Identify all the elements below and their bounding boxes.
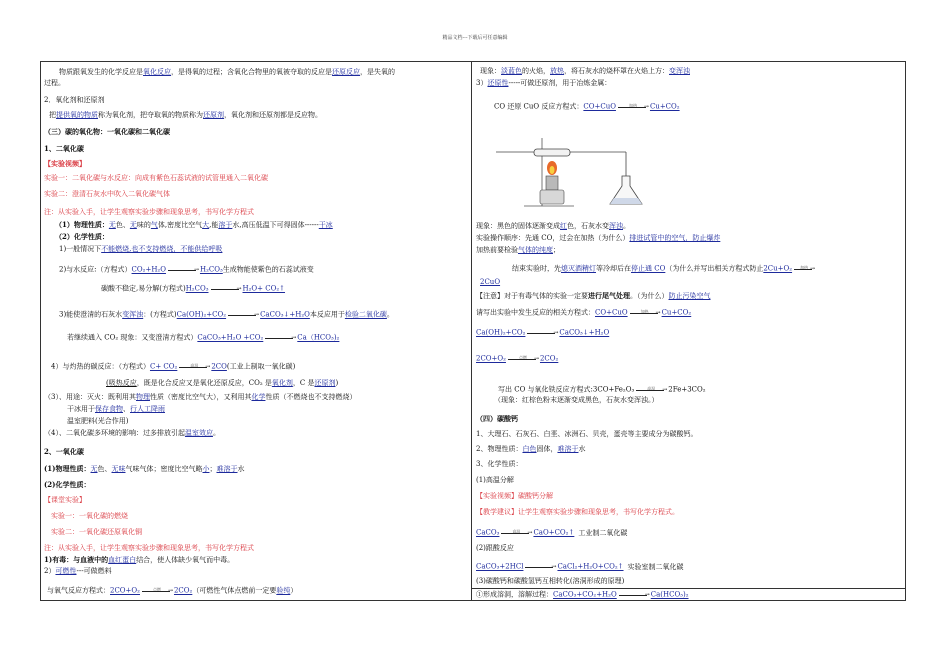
page-header: 精品文档---下载后可任意编辑 xyxy=(442,35,508,41)
hot-carbon-reaction: 4）与灼热的碳反应：（方程式）C+ CO₂ 高温 → 2CO(工业上制取一氧化碳) xyxy=(51,362,296,371)
co2-chemical-properties: （2）化学性质： xyxy=(55,232,109,241)
co2-physical-properties: （1）物理性质：无色、无味的气体,密度比空气大,能溶于水,高压低温下可得固体------干冰 xyxy=(55,220,333,229)
video-caco3: 【实验视频】碳酸钙分解 xyxy=(476,492,553,500)
experiment-one: 实验一：二氧化碳与水反应：向成有紫色石蕊试液的试管里通入二氧化碳 xyxy=(44,174,268,182)
class-experiment-label: 【课堂实验】 xyxy=(44,496,86,504)
experiment-two: 实验二：澄清石灰水中吹入二氧化碳气体 xyxy=(44,190,170,198)
experiment-video-label: 【实验视频】 xyxy=(44,159,86,168)
note-observe: 注：从实验入手，让学生观察实验步骤和现象思考，书写化学方程式 xyxy=(44,208,254,216)
line-oxidant-def: 把提供氧的物质称为氧化剂，把夺取氧的物质称为还原剂，氧化剂和还原剂都是反应物。 xyxy=(49,111,322,119)
co-oxygen-reaction: 与氧气反应方程式：2CO+O₂ 点燃 → 2CO₂（可燃性气体点燃前一定要验纯） xyxy=(47,586,298,595)
reaction-arrow: → xyxy=(617,590,651,599)
reaction-arrow-heat: 加热 → xyxy=(628,308,662,317)
caco3-chemical: 3、化学性质： xyxy=(476,460,523,468)
reaction-arrow: → xyxy=(226,310,260,319)
section-calcium-carbonate: （四）碳酸钙 xyxy=(476,414,518,423)
continued-co2: 若继续通入 CO₂ 现象：又变澄清方程式）CaCO₃+H₂O +CO₂ → Ca（HCO₃)₂ xyxy=(67,333,340,342)
note-observe-co: 注：从实验入手，让学生观察实验步骤和现象思考，书写化学方程式 xyxy=(44,544,254,552)
reaction-arrow-high-temp: 高温 → xyxy=(177,362,211,371)
limewater-flask xyxy=(610,176,642,204)
reaction-arrow: → xyxy=(263,333,297,342)
caco3-hcl-equation: CaCO₃+2HCl → CaCl₂+H₂O+CO₂↑ 实验室制二氧化碳 xyxy=(476,562,684,571)
end-experiment: 结束实验时，先熄灭酒精灯等冷却后在停止通 CO（为什么并写出相关方程式防止2Cu+O₂ 加热 → xyxy=(512,264,816,273)
equation-co-combustion: 2CO+O₂ 点燃 → 2CO₂ xyxy=(476,354,559,363)
cave-formation: ①形成溶洞，溶解过程：CaCO₃+CO₂+H₂O → Ca(HCO₃)₂ xyxy=(476,590,689,599)
environment-impact: （4）、二氧化碳多环境的影响：过多排放引起温室效应。 xyxy=(44,429,220,437)
caco3-physical: 2、物理性质：白色固体，难溶于水 xyxy=(476,445,586,453)
reaction-arrow-heat: 加热 → xyxy=(616,102,650,111)
line-process: 过程。 xyxy=(44,79,65,87)
co-experiment-two: 实验二：一氧化碳还原氧化铜 xyxy=(51,528,142,536)
reaction-arrow-heat: 加热 → xyxy=(792,264,816,273)
section-carbon-oxides: （三）碳的氧化物：一氧化碳和二氧化碳 xyxy=(44,127,170,136)
cuo-product: 2CuO xyxy=(480,278,501,286)
reaction-arrow: → xyxy=(166,265,200,274)
co2-non-combustible: 1)一般情况下不能燃烧,也不支持燃烧，不能供给呼吸 xyxy=(59,245,223,253)
co-fe2o3-phenomenon: （现象：红棕色粉末逐渐变成黑色，石灰水变浑浊。） xyxy=(494,396,659,404)
carbonic-acid-decompose: 碳酸不稳定,易分解(方程式)H₂CO₃ → H₂O+ CO₂↑ xyxy=(101,284,286,293)
teaching-suggestion: 【教学建议】让学生观察实验步骤和现象思考，书写化学方程式。 xyxy=(476,508,679,516)
acid-reaction: (2)跟酸反应 xyxy=(476,544,514,552)
reaction-arrow: → xyxy=(209,284,243,293)
co-reducibility: 3）还原性-----可做还原剂，用于冶炼金属： xyxy=(476,79,612,87)
line-oxidation-def: 物质跟氧发生的化学反应是氧化反应，是得氧的过程；含氧化合物里的氧被夺取的反应是还原反应，是失氧的 xyxy=(59,68,395,76)
row-divider xyxy=(472,588,905,589)
purity-check: 加热前要检验气体的纯度； xyxy=(476,246,560,254)
reaction-arrow-ignite: 点燃 → xyxy=(140,586,174,595)
co-physical-properties: (1)物理性质：无色、无味气味气体；密度比空气略小；难溶于水 xyxy=(44,464,245,473)
heading-oxidant-reductant: 2．氧化剂和还原剂 xyxy=(44,96,105,104)
co-toxicity: 1)有毒：与血液中的血红蛋白结合，使人体缺少氧气而中毒。 xyxy=(44,555,235,564)
carbonate-conversion: (3)碳酸钙和碳酸氢钙互相转化(溶洞形成的原理) xyxy=(476,577,625,585)
co-cuo-phenomenon: 现象：黑色的固体逐渐变成红色，石灰水变浑浊。 xyxy=(476,222,630,230)
co2-uses: （3）、用途：灭火：既利用其物理性质（密度比空气大），又利用其化学性质（不燃烧也不支持燃烧） xyxy=(44,393,357,401)
equation-limewater: Ca(OH)₂+CO₂ → CaCO₃↓+H₂O xyxy=(476,328,610,337)
limewater-reaction: 3)能使澄清的石灰水变浑浊：(方程式)Ca(OH)₂+CO₂ → CaCO₃↓+H₂O本反应用于检验二氧化碳。 xyxy=(59,310,394,319)
left-column xyxy=(41,62,472,600)
related-equations-prompt: 请写出实验中发生反应的相关方程式：CO+CuO 加热 → Cu+CO₂ xyxy=(476,308,692,317)
co-flammability: 2）可燃性---可做燃料 xyxy=(44,567,112,575)
reaction-tube xyxy=(496,149,626,184)
heading-co2: 1、二氧化碳 xyxy=(44,144,84,153)
operation-order: 实验操作顺序：先通 CO，过会在加热（为什么）排进试管中的空气，防止爆炸 xyxy=(476,234,721,242)
co-chemical-properties: (2)化学性质： xyxy=(44,480,91,489)
co-cuo-equation: CO 还原 CuO 反应方程式：CO+CuO 加热 → Cu+CO₂ xyxy=(494,102,680,111)
dry-ice-uses: 干冰用于保存食物、行人工降雨 xyxy=(67,405,165,413)
document-frame xyxy=(40,61,906,601)
high-temp-decompose: (1)高温分解 xyxy=(476,476,514,484)
co-experiment-one: 实验一：一氧化碳的燃烧 xyxy=(51,512,128,520)
caco3-sources: 1、大理石、石灰石、白垩、冰洲石、贝壳，蛋壳等主要成分为碳酸钙。 xyxy=(476,430,698,438)
caco3-decompose-equation: CaCO₃ 高温 → CaO+CO₂↑ 工业制二氧化碳 xyxy=(476,528,628,537)
co2-water-reaction: 2)与水反应:（方程式）CO₂+H₂O → H₂CO₃生成物能使紫色的石蕊试液变 xyxy=(59,265,314,274)
attention-tail-gas: 【注意】对于有毒气体的实验一定要进行尾气处理。（为什么）防止污染空气 xyxy=(476,291,711,300)
co-fe2o3-equation: 写出 CO 与氧化铁反应方程式:3CO+Fe₂O₃ 高温 → 2Fe+3CO₂ xyxy=(498,385,706,394)
reaction-arrow-high-temp: 高温 → xyxy=(634,385,668,394)
endothermic-note: (吸热反应，既是化合反应又是氧化还原反应，CO₂ 是氧化剂，C 是还原剂) xyxy=(106,379,339,387)
co-reduction-apparatus xyxy=(494,132,664,207)
burner-flame xyxy=(540,161,564,204)
greenhouse-fertilizer: 温室肥料(光合作用) xyxy=(67,417,129,425)
right-column xyxy=(472,62,905,600)
co-combustion-phenomenon: 现象：淡蓝色的火焰，放热，将石灰水的烧杯罩在火焰上方：变浑浊 xyxy=(480,67,690,75)
reaction-arrow: → xyxy=(523,562,557,571)
reaction-arrow-ignite: 点燃 → xyxy=(506,354,540,363)
reaction-arrow-high-temp: 高温 → xyxy=(499,528,533,537)
heading-co: 2、一氧化碳 xyxy=(44,447,84,456)
reaction-arrow: → xyxy=(525,328,559,337)
